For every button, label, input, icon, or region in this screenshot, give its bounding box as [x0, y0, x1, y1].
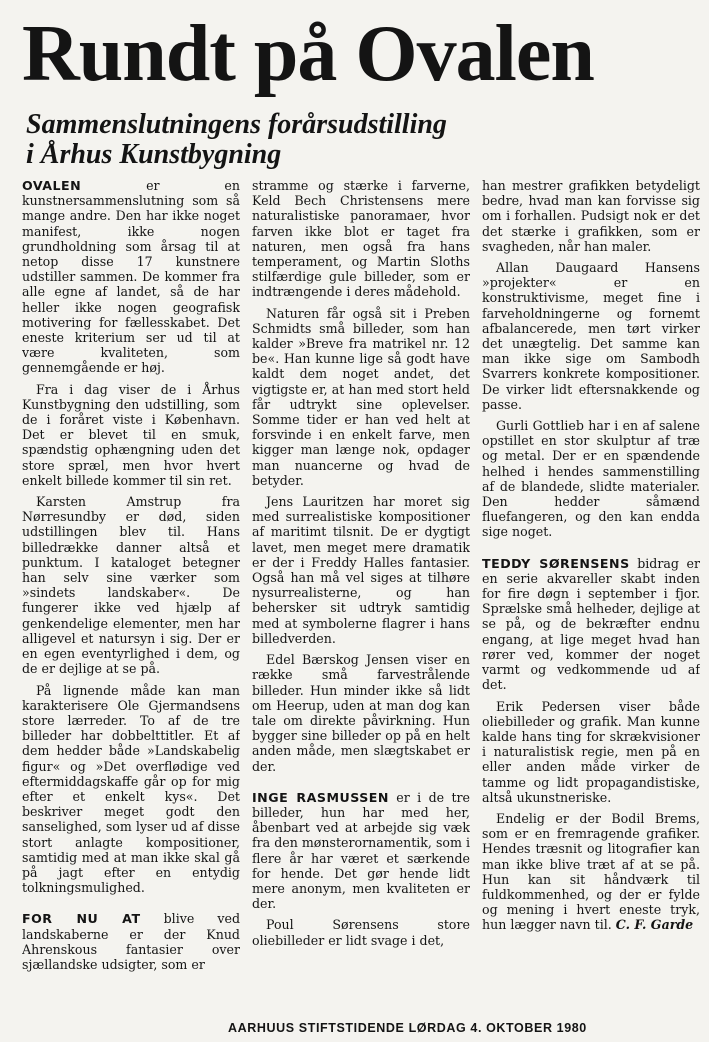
subhead-line-2: i Århus Kunstbygning	[26, 139, 282, 170]
paragraph: Poul Sørensens store oliebilleder er lidt svage i det,	[252, 917, 470, 948]
paragraph: Allan Daugaard Hansens »projekter« er en konstruktivisme, meget fine i farveholdningerne og fornemt afbalancerede, men tørt virker det unægtelig. Det samme kan man ikke sige om Sambodh Svarrers konkrete kompositioner. De virker lidt eftersnakkende og passe.	[482, 260, 700, 412]
subhead-line-1: Sammenslutningens forårsudstilling	[26, 109, 447, 140]
paragraph	[252, 790, 470, 912]
newspaper-dateline: AARHUUS STIFTSTIDENDE LØRDAG 4. OKTOBER 1980	[228, 1021, 587, 1035]
paragraph: han mestrer grafikken betydeligt bedre, hvad man kan forvisse sig om i forhallen. Pudsigt nok er det det stærke i grafikken, som er svagheden, når han maler.	[482, 178, 700, 254]
paragraph-text: er en kunstnersammenslutning som så mange andre. Den har ikke noget manifest, ikke nogen grundholdning som årsag til at netop disse 17 kunstnere udstiller sammen. De kommer fra alle egne af landet, så de har heller ikke nogen geografisk motivering for fællesskabet. Det eneste kriterium ser ud til at være kvaliteten, som gennemgående er høj.	[22, 178, 240, 376]
paragraph-lead: TEDDY SØRENSENS	[482, 555, 630, 571]
paragraph	[22, 911, 240, 972]
paragraph-lead: INGE RASMUSSEN	[252, 789, 389, 805]
paragraph-text: bidrag er en serie akvareller skabt inden for fire døgn i september i fjor. Sprælske små helheder, dejlige at se på, og de bekræfter endnu engang, at lige meget hvad han rører ved, kommer der noget varmt og vedkommende ud af det.	[482, 555, 700, 693]
paragraph: Gurli Gottlieb har i en af salene opstillet en stor skulptur af træ og metal. Der er en spændende helhed i hendes sammenstilling af de blandede, slidte materialer. Den hedder såmænd fluefangeren, og den kan endda sige noget.	[482, 418, 700, 540]
headline: Rundt på Ovalen	[22, 10, 594, 98]
paragraph: På lignende måde kan man karakterisere Ole Gjermandsens store lærreder. To af de tre billeder har dobbelttitler. Et af dem hedder både »Landskabelig figur« og »Det overflødige ved eftermiddagskaffe går op for mig efter et enkelt kys«. Det beskriver meget godt den sanselighed, som lyser ud af disse stort anlagte kompositioner, samtidig med at man ikke skal gå på jagt efter en entydig tolkningsmulighed.	[22, 682, 240, 896]
subheadline	[26, 110, 686, 170]
paragraph-lead: FOR NU AT	[22, 911, 141, 927]
paragraph: Fra i dag viser de i Århus Kunstbygning den udstilling, som de i foråret viste i København. Det er blevet til en smuk, spændstig ophængning uden det store spræl, men hvor hvert enkelt billede kommer til sin ret.	[22, 381, 240, 488]
paragraph-text: Endelig er der Bodil Brems, som er en fremragende grafiker. Hendes træsnit og litografier kan man ikke blive træt af at se på. Hun kan sit håndværk til fuldkommenhed, og der er fylde og mening i hvert eneste tryk, hun lægger navn til.	[482, 810, 700, 933]
paragraph: Edel Bærskog Jensen viser en række små farvestrålende billeder. Hun minder ikke så lidt om Heerup, uden at man dog kan tale om direkte påvirkning. Hun bygger sine billeder op på en helt anden måde, men slægtskabet er der.	[252, 652, 470, 774]
article-body	[22, 178, 700, 1016]
paragraph-text: er i de tre billeder, hun har med her, åbenbart ved at arbejde sig væk fra den mønsterornamentik, som i flere år har været et særkende for hende. Det gør hende lidt mere anonym, men kvaliteten er der.	[252, 789, 470, 912]
paragraph: Jens Lauritzen har moret sig med surrealistiske kompositioner af maritimt tilsnit. De er dygtigt lavet, men meget mere dramatik er der i Freddy Halles fantasier. Også han må vel siges at tilhøre nysurrealisterne, og han behersker sit udtryk samtidig med at symbolerne flagrer i hans billedverden.	[252, 494, 470, 646]
paragraph	[22, 178, 240, 376]
paragraph-lead: OVALEN	[22, 178, 82, 193]
paragraph: Karsten Amstrup fra Nørresundby er død, siden udstillingen blev til. Hans billedrække danner altså et punktum. I kataloget betegner han selv sine værker som »sindets landskaber«. De fungerer ikke ved hjælp af genkendelige elementer, men har alligevel et natursyn i sig. Der er en egen eventyrlighed i dem, og de er dejlige at se på.	[22, 494, 240, 677]
paragraph	[482, 811, 700, 933]
paragraph-text: blive ved landskaberne er der Knud Ahrenskous fantasier over sjællandske udsigter, som er	[22, 911, 240, 972]
column-1	[22, 178, 240, 1016]
paragraph: Erik Pedersen viser både oliebilleder og grafik. Man kunne kalde hans ting for skrækvisioner i naturalistisk regie, men på en eller anden måde virker de tamme og lidt propagandistiske, altså ukunstneriske.	[482, 698, 700, 805]
column-2	[252, 178, 470, 1016]
column-3	[482, 178, 700, 1016]
paragraph: Naturen får også sit i Preben Schmidts små billeder, som han kalder »Breve fra matrikel nr. 12 be«. Han kunne lige så godt have kaldt dem noget andet, det vigtigste er, at han med stort held får udtrykt sine oplevelser. Somme tider er han ved helt at forsvinde i en enkelt farve, men kigger man længe nok, opdager man nuancerne og hvad de betyder.	[252, 305, 470, 488]
paragraph: stramme og stærke i farverne, Keld Bech Christensens mere naturalistiske panoramaer, hvor farven ikke blot er taget fra naturen, men også fra hans temperament, og Martin Sloths stilfærdige gule billeder, som er indtrængende i deres mådehold.	[252, 178, 470, 300]
author-signature: C. F. Garde	[615, 917, 694, 933]
paragraph	[482, 556, 700, 693]
